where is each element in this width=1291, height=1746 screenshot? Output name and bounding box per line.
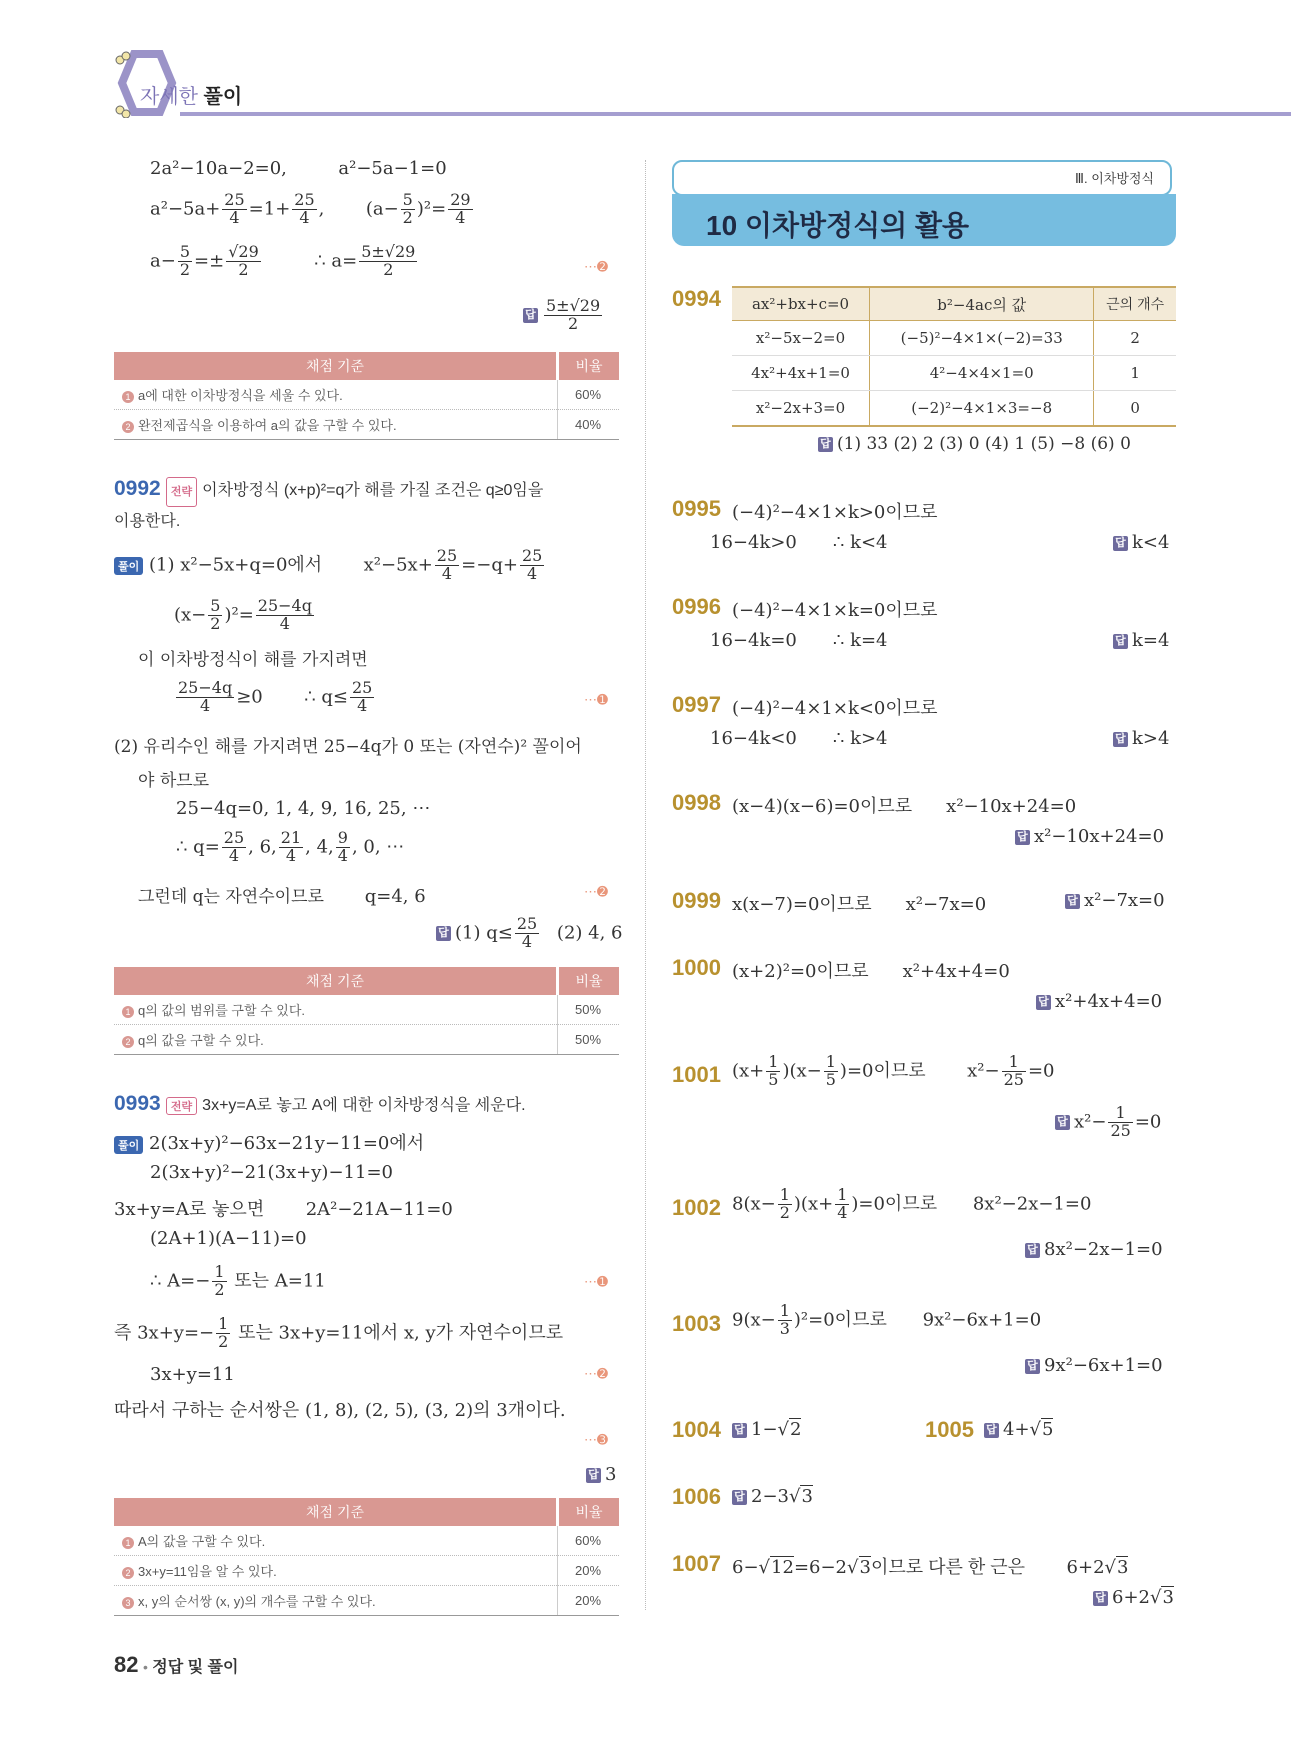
sol-0993-line4: (2A+1)(A−11)=0 <box>150 1228 307 1249</box>
grade-header: 채점 기준 <box>114 967 558 995</box>
grade-ratio-header: 비율 <box>558 352 620 380</box>
sol-text: ∴ q≤ <box>304 686 348 708</box>
table-cell: x²−5x−2=0 <box>732 321 870 356</box>
answer-icon: 답 <box>1015 830 1030 845</box>
answer-icon: 답 <box>1113 732 1128 747</box>
answer-icon: 답 <box>1055 1115 1070 1130</box>
answer-1007: 답 6+2√3 <box>1093 1587 1174 1608</box>
answer-icon: 답 <box>1093 1591 1108 1606</box>
sol-text: )²= <box>224 604 254 626</box>
problem-number: 0999 <box>672 888 721 913</box>
header-title <box>140 80 242 109</box>
sol-text: , 0, ⋯ <box>351 836 405 858</box>
sol-0992-line2 <box>174 598 316 633</box>
line-0997-1: (−4)²−4×1×k<0이므로 <box>732 698 938 719</box>
sol-0993-line5 <box>150 1264 326 1299</box>
eq-3c: ∴ a= <box>314 250 358 272</box>
sol-text: 3x+y=A로 놓으면 <box>114 1199 265 1220</box>
line-1000-1: (x+2)²=0이므로 x²+4x+4=0 <box>732 961 1010 982</box>
line-0999-1: x(x−7)=0이므로 x²−7x=0 <box>732 894 987 915</box>
sol-text: x²−5x+ <box>363 554 433 576</box>
grade-ratio: 50% <box>558 1025 620 1055</box>
problem-number: 0992 <box>114 477 161 500</box>
grade-ratio: 20% <box>558 1556 620 1586</box>
answer-0993 <box>586 1464 616 1485</box>
strategy-text: 3x+y=A로 놓고 A에 대한 이차방정식을 세운다. <box>202 1097 526 1114</box>
grading-table-3 <box>114 1498 619 1616</box>
answer-icon: 답 <box>523 308 538 323</box>
answer-text: 3 <box>605 1464 617 1485</box>
answer-1003: 답 9x²−6x+1=0 <box>1025 1355 1163 1376</box>
column-divider <box>645 160 646 1610</box>
solution-tag: 풀이 <box>114 1136 143 1154</box>
header-rule <box>180 112 1291 116</box>
table-cell: x²−2x+3=0 <box>732 391 870 427</box>
grade-row: 1 A의 값을 구할 수 있다. <box>114 1526 558 1556</box>
frac: $\frac{25}{4}$ <box>436 546 458 583</box>
frac: $\frac{1}{2}$ <box>218 1314 229 1351</box>
eq-line-3 <box>150 244 419 279</box>
frac: $\frac{25}{4}$ <box>223 828 245 865</box>
frac: $\frac{21}{4}$ <box>280 828 302 865</box>
sol-0992-line8 <box>138 882 426 907</box>
frac: $\frac{1}{5}$ <box>768 1052 779 1089</box>
table-cell: (−5)²−4×1×(−2)=33 <box>870 321 1094 356</box>
problem-number: 0993 <box>114 1092 161 1115</box>
sol-0993-line2: 2(3x+y)²−21(3x+y)−11=0 <box>150 1162 393 1183</box>
grade-ratio: 50% <box>558 995 620 1025</box>
eq-line-2: a²−5a+ $\frac{25}{4}$ =1+ $\frac{25}{4}$ , (a− $\frac{5}{2}$ )²= $\frac{29}{4}$ <box>150 190 471 227</box>
frac: $\frac{5}{2}$ <box>210 596 221 633</box>
frac: $\frac{5}{2}$ <box>179 242 191 279</box>
step-marker-2: ⋯➋ <box>584 259 608 274</box>
frac: $\frac{25}{4}$ <box>521 546 543 583</box>
frac: $\frac{25}{4}$ <box>294 190 315 227</box>
sol-0993-line7: 3x+y=11 <box>150 1364 235 1385</box>
problem-number: 1001 <box>672 1062 721 1087</box>
step-marker-2: ⋯➋ <box>584 1366 608 1381</box>
problem-0993-header <box>114 1092 526 1116</box>
sol-0993-line1 <box>114 1129 424 1155</box>
sol-text: (1) x²−5x+q=0에서 <box>149 554 323 576</box>
grade-ratio: 40% <box>558 410 620 440</box>
grade-row: 1 a에 대한 이차방정식을 세울 수 있다. <box>114 380 558 410</box>
page-number: 82 <box>114 1652 139 1677</box>
grade-row: 2 3x+y=11임을 알 수 있다. <box>114 1556 558 1586</box>
problem-number: 0996 <box>672 594 721 619</box>
frac: $\frac{√29}{2}$ <box>228 242 259 279</box>
sol-text: (2) 유리수인 해를 가지려면 25−4q가 0 또는 (자연수)² 꼴이어 <box>114 737 582 757</box>
strategy-tag: 전략 <box>166 477 197 507</box>
frac: $\frac{9}{4}$ <box>337 828 348 865</box>
frac: $\frac{1}{2}$ <box>779 1185 790 1222</box>
answer-icon: 답 <box>1025 1243 1040 1258</box>
answer-icon: 답 <box>984 1423 999 1438</box>
frac: $\frac{25}{4}$ <box>516 914 538 951</box>
answer-icon: 답 <box>586 1468 601 1483</box>
sol-text: 2(3x+y)²−63x−21y−11=0에서 <box>149 1133 425 1154</box>
grade-ratio: 20% <box>558 1586 620 1616</box>
line-0997-2: 16−4k<0 ∴ k>4 <box>710 728 888 749</box>
frac: $\frac{29}{4}$ <box>450 190 471 227</box>
step-marker-3: ⋯➌ <box>584 1432 608 1447</box>
step-marker-1: ⋯➊ <box>584 1274 608 1289</box>
eq-1b: a²−5a−1=0 <box>338 158 447 179</box>
answer-1001: 답 x²− $\frac{1}{25}$ =0 <box>1055 1105 1161 1140</box>
grade-row: 3 x, y의 순서쌍 (x, y)의 개수를 구할 수 있다. <box>114 1586 558 1616</box>
step-marker-1: ⋯➊ <box>584 692 608 707</box>
grading-table-2 <box>114 967 619 1055</box>
answer-icon: 답 <box>732 1490 747 1505</box>
answer-icon: 답 <box>1036 995 1051 1010</box>
grade-row: 2 완전제곱식을 이용하여 a의 값을 구할 수 있다. <box>114 410 558 440</box>
table-header: 근의 개수 <box>1094 287 1176 321</box>
grade-header: 채점 기준 <box>114 352 558 380</box>
strategy-tag: 전략 <box>166 1097 197 1115</box>
frac: $\frac{25-4q}{4}$ <box>178 678 233 715</box>
sol-0993-line3 <box>114 1195 453 1221</box>
answer-0995: 답 k<4 <box>1113 532 1169 553</box>
answer-0994 <box>818 434 1131 454</box>
sol-0992-line3: 이 이차방정식이 해를 가지려면 <box>138 650 368 670</box>
grade-row: 1 q의 값의 범위를 구할 수 있다. <box>114 995 558 1025</box>
sol-0993-line6 <box>114 1316 563 1351</box>
problem-number: 1003 <box>672 1311 721 1336</box>
answer-0991 <box>523 298 604 333</box>
answer-text: (2) 4, 6 <box>556 922 623 944</box>
line-0996-2: 16−4k=0 ∴ k=4 <box>710 630 888 651</box>
frac: $\frac{1}{25}$ <box>1110 1103 1131 1140</box>
table-cell: (−2)²−4×1×3=−8 <box>870 391 1094 427</box>
header-title-bold: 풀이 <box>203 86 243 108</box>
line-1007-1: 6−√12=6−2√3이므로 다른 한 근은 6+2√3 <box>732 1557 1129 1578</box>
answer-icon: 답 <box>1065 894 1080 909</box>
answer-icon: 답 <box>818 437 833 452</box>
grade-ratio-header: 비율 <box>558 967 620 995</box>
frac: $\frac{5}{2}$ <box>402 190 413 227</box>
answer-0999: 답 x²−7x=0 <box>1065 890 1165 911</box>
problem-number: 1006 <box>672 1484 721 1509</box>
section-title: 10 이차방정식의 활용 <box>706 210 970 241</box>
answer-text: (1) q≤ <box>455 922 513 944</box>
line-0998-1: (x−4)(x−6)=0이므로 x²−10x+24=0 <box>732 796 1077 817</box>
answer-0996: 답 k=4 <box>1113 630 1169 651</box>
sol-text: ∴ A=− <box>150 1270 211 1292</box>
answer-1002: 답 8x²−2x−1=0 <box>1025 1239 1163 1260</box>
sol-0992-line5 <box>114 730 582 798</box>
grade-ratio-header: 비율 <box>558 1498 620 1526</box>
answer-icon: 답 <box>1113 634 1128 649</box>
problem-number: 1000 <box>672 955 721 980</box>
problem-number: 0998 <box>672 790 721 815</box>
sol-text: ∴ q= <box>176 836 220 858</box>
eq-line-1 <box>150 158 447 179</box>
solution-tag: 풀이 <box>114 557 143 575</box>
sol-0992-line1 <box>114 548 546 583</box>
frac: $\frac{1}{2}$ <box>214 1262 225 1299</box>
answer-icon: 답 <box>1025 1359 1040 1374</box>
sol-text: =−q+ <box>461 554 518 576</box>
grade-row: 2 q의 값을 구할 수 있다. <box>114 1025 558 1055</box>
table-cell: 0 <box>1094 391 1176 427</box>
frac: $\frac{1}{3}$ <box>779 1301 790 1338</box>
eq-2a: a²−5a+ <box>150 198 221 220</box>
header-title-light: 자세한 <box>140 86 198 108</box>
eq-2c: (a− <box>365 198 399 220</box>
problem-number: 0995 <box>672 496 721 521</box>
frac: $\frac{1}{5}$ <box>825 1052 836 1089</box>
answer-icon: 답 <box>1113 536 1128 551</box>
chapter-label: Ⅲ. 이차방정식 <box>1075 171 1154 186</box>
sol-0992-line4 <box>174 680 376 715</box>
chapter-banner <box>672 160 1176 246</box>
grade-header: 채점 기준 <box>114 1498 558 1526</box>
problem-number: 1005 <box>925 1417 974 1442</box>
grade-ratio: 60% <box>558 1526 620 1556</box>
sol-text: 2A²−21A−11=0 <box>305 1199 453 1220</box>
answer-0992 <box>436 916 623 951</box>
table-cell: 4x²+4x+1=0 <box>732 356 870 391</box>
answer-1006: 답 2−3√3 <box>732 1486 813 1507</box>
strategy-text-2: 이용한다. <box>114 513 181 530</box>
line-0995-2: 16−4k>0 ∴ k<4 <box>710 532 888 553</box>
table-cell: 1 <box>1094 356 1176 391</box>
answer-text: (1) 33 (2) 2 (3) 0 (4) 1 (5) −8 (6) 0 <box>837 434 1131 454</box>
table-header: b²−4ac의 값 <box>870 287 1094 321</box>
problem-number: 1002 <box>672 1195 721 1220</box>
eq-3b: =± <box>194 250 225 272</box>
frac: $\frac{1}{25}$ <box>1003 1052 1024 1089</box>
sol-text: , 6, <box>248 836 277 858</box>
grade-ratio: 60% <box>558 380 620 410</box>
line-1002-1: 8(x− $\frac{1}{2}$ )(x+ $\frac{1}{4}$ )=0이므로 8x²−2x−1=0 <box>732 1185 1092 1222</box>
table-cell: 4²−4×4×1=0 <box>870 356 1094 391</box>
problem-0992-header <box>114 475 619 536</box>
sol-text: 즉 3x+y=− <box>114 1322 215 1344</box>
frac: $\frac{25}{4}$ <box>224 190 245 227</box>
eq-3a: a− <box>150 250 176 272</box>
frac: $\frac{1}{4}$ <box>837 1185 848 1222</box>
frac: $\frac{25}{4}$ <box>351 678 373 715</box>
answer-0998: 답 x²−10x+24=0 <box>1015 826 1164 847</box>
answer-0997: 답 k>4 <box>1113 728 1169 749</box>
line-0996-1: (−4)²−4×1×k=0이므로 <box>732 600 938 621</box>
sol-text: (x− <box>174 604 207 626</box>
line-1003-1: 9(x− $\frac{1}{3}$ )²=0이므로 9x²−6x+1=0 <box>732 1301 1042 1338</box>
problem-number: 1004 <box>672 1417 721 1442</box>
step-marker-2: ⋯➋ <box>584 884 608 899</box>
line-0995-1: (−4)²−4×1×k>0이므로 <box>732 502 938 523</box>
table-0994 <box>732 286 1176 427</box>
footer: 82 • 정답 및 풀이 <box>114 1652 239 1677</box>
eq-2b: =1+ <box>248 198 291 220</box>
answer-icon: 답 <box>732 1423 747 1438</box>
sol-text: q=4, 6 <box>364 886 426 907</box>
grading-table-1 <box>114 352 619 440</box>
answer-1004: 답 1−√2 <box>732 1419 801 1440</box>
frac: $\frac{5\pm√29}{2}$ <box>361 242 416 279</box>
problem-number: 0994 <box>672 286 721 311</box>
sol-0992-line7 <box>176 830 404 865</box>
frac: $\frac{25-4q}{4}$ <box>257 596 312 633</box>
table-header: ax²+bx+c=0 <box>732 287 870 321</box>
sol-text: 야 하므로 <box>138 771 210 791</box>
answer-icon: 답 <box>436 926 451 941</box>
table-cell: 2 <box>1094 321 1176 356</box>
sol-text: , 4, <box>305 836 334 858</box>
eq-1a: 2a²−10a−2=0, <box>150 158 287 179</box>
problem-number: 1007 <box>672 1551 721 1576</box>
eq-2d: )²= <box>416 198 447 220</box>
problem-number: 0997 <box>672 692 721 717</box>
answer-1000: 답 x²+4x+4=0 <box>1036 991 1162 1012</box>
sol-text: 또는 A=11 <box>234 1270 326 1292</box>
sol-0993-line8: 따라서 구하는 순서쌍은 (1, 8), (2, 5), (3, 2)의 3개이다. <box>114 1400 566 1421</box>
answer-1005: 답 4+√5 <box>984 1419 1053 1440</box>
sol-0992-line6: 25−4q=0, 1, 4, 9, 16, 25, ⋯ <box>176 798 431 819</box>
line-1001-1: (x+ $\frac{1}{5}$ )(x− $\frac{1}{5}$ )=0이므로 x²− $\frac{1}{25}$ =0 <box>732 1052 1055 1089</box>
sol-text: 그런데 q는 자연수이므로 <box>138 887 324 907</box>
sol-text: 또는 3x+y=11에서 x, y가 자연수이므로 <box>238 1322 564 1344</box>
sol-text: ≥0 <box>236 686 263 708</box>
footer-label: 정답 및 풀이 <box>152 1659 239 1676</box>
strategy-text: 이차방정식 (x+p)²=q가 해를 가질 조건은 q≥0임을 <box>202 482 544 499</box>
frac: $\frac{5\pm√29}{2}$ <box>546 296 601 333</box>
